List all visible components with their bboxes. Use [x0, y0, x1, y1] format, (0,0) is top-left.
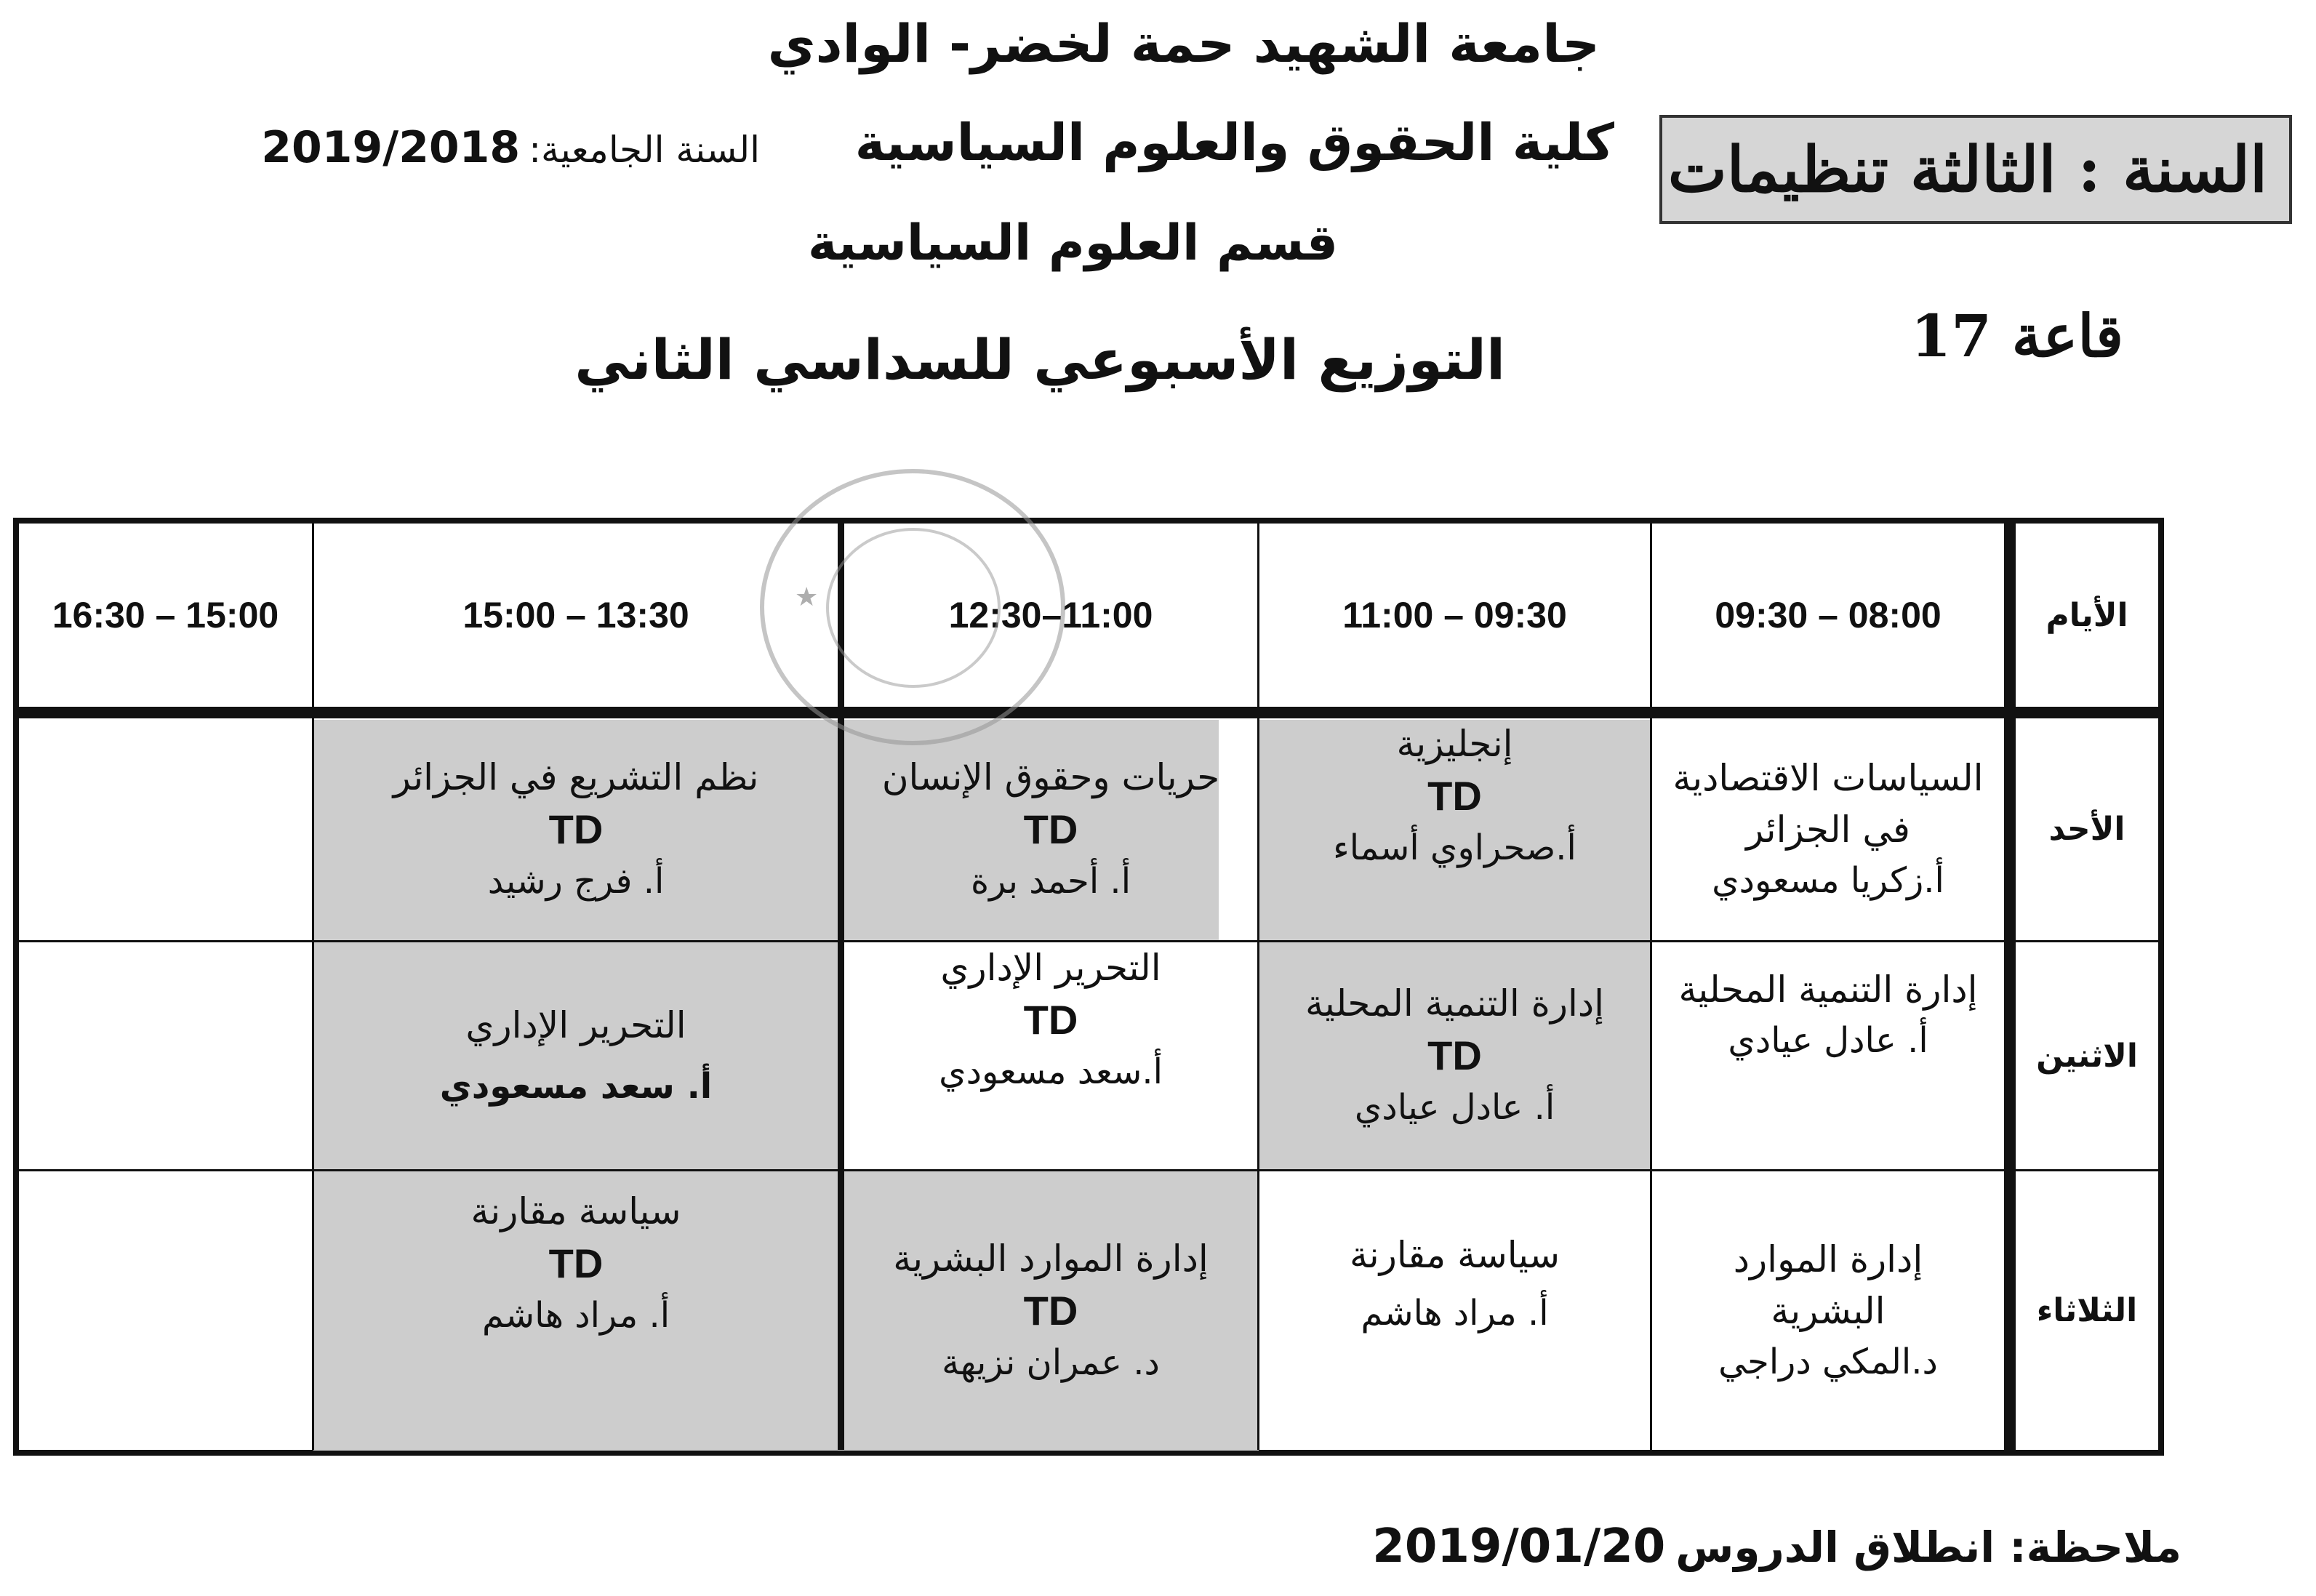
class-cell: [844, 942, 1257, 1169]
year-box: [1659, 115, 2292, 224]
note-date: 2019/01/20: [1372, 1520, 1666, 1573]
start-date-note: [1372, 1520, 2181, 1573]
professor-name: د.المكي دراجي: [1718, 1341, 1938, 1382]
subject-name: سياسة مقارنة: [1350, 1234, 1560, 1276]
class-cell: [314, 718, 838, 940]
subject-name: نظم التشريع في الجزائر: [393, 755, 759, 798]
schedule-table: [13, 518, 2164, 1456]
day-cell: [2016, 1171, 2158, 1450]
time-slot-1: [1652, 524, 2004, 707]
academic-year: [251, 122, 760, 173]
time-slot-2: [1259, 524, 1650, 707]
class-cell: [844, 1171, 1257, 1450]
professor-name: د. عمران نزيهة: [942, 1342, 1160, 1383]
note-label: ملاحظة: انطلاق الدروس: [1675, 1523, 2181, 1572]
time-slot-label: 16:30 – 15:00: [52, 595, 279, 635]
professor-name: أ. مراد هاشم: [1361, 1293, 1549, 1334]
faculty-name: كلية الحقوق والعلوم السياسية: [854, 113, 1614, 172]
empty-cell: [19, 1171, 312, 1450]
professor-name: أ. فرج رشيد: [487, 860, 665, 902]
class-cell: [1652, 718, 2004, 940]
class-cell: [1259, 1171, 1650, 1450]
td-label: TD: [1023, 1287, 1078, 1334]
professor-name: أ.سعد مسعودي: [939, 1051, 1163, 1092]
time-slot-label: 15:00 – 13:30: [462, 595, 689, 635]
class-cell: [844, 718, 1257, 940]
class-cell: [314, 942, 838, 1169]
subject-name: إدارة التنمية المحلية: [1678, 969, 1978, 1011]
class-cell: [1652, 1171, 2004, 1450]
time-slot-4: [314, 524, 838, 707]
official-stamp: [760, 469, 1065, 745]
td-label: TD: [1023, 997, 1078, 1043]
class-cell: [1652, 942, 2004, 1169]
subject-name: السياسات الاقتصادية في الجزائر: [1672, 756, 1984, 851]
stamp-inner-ring: [826, 528, 1001, 688]
header-divider: [19, 707, 2158, 718]
subject-name: إدارة التنمية المحلية: [1305, 982, 1605, 1025]
department-name: قسم العلوم السياسية: [807, 214, 1338, 272]
class-cell: [1259, 942, 1650, 1169]
subject-name: سياسة مقارنة: [470, 1190, 681, 1232]
time-slot-label: 12:30–11:00: [948, 595, 1153, 635]
professor-name: أ. عادل عيادي: [1728, 1020, 1928, 1061]
day-label: الأحد: [2048, 811, 2125, 848]
star-icon: ★: [795, 582, 819, 612]
empty-cell: [19, 942, 312, 1169]
day-col-divider: [2004, 524, 2016, 1450]
subject-name: التحرير الإداري: [940, 947, 1161, 989]
days-header: الأيام: [2045, 596, 2128, 634]
time-slot-label: 11:00 – 09:30: [1342, 595, 1567, 635]
academic-year-label: السنة الجامعية:: [529, 129, 760, 171]
day-cell: [2016, 942, 2158, 1169]
time-slot-label: 09:30 – 08:00: [1715, 595, 1942, 635]
subject-name: إدارة الموارد البشرية: [893, 1237, 1209, 1280]
td-label: TD: [548, 1240, 604, 1286]
td-label: TD: [548, 806, 604, 852]
subject-name: إنجليزية: [1396, 723, 1513, 765]
professor-name: أ. سعد مسعودي: [439, 1065, 713, 1107]
professor-name: أ. مراد هاشم: [481, 1294, 670, 1336]
schedule-title: التوزيع الأسبوعي للسداسي الثاني: [574, 327, 1505, 392]
university-name: جامعة الشهيد حمة لخضر- الوادي: [767, 13, 1600, 74]
class-cell: [1259, 718, 1650, 940]
day-cell: [2016, 718, 2158, 940]
td-label: TD: [1427, 1032, 1482, 1079]
empty-cell: [19, 718, 312, 940]
academic-year-value: 2019/2018: [261, 122, 521, 173]
professor-name: أ.زكريا مسعودي: [1712, 859, 1944, 901]
subject-name: التحرير الإداري: [465, 1003, 686, 1046]
days-header-cell: [2016, 524, 2158, 707]
subject-name: حريات وحقوق الإنسان: [881, 755, 1220, 798]
professor-name: أ. عادل عيادي: [1354, 1087, 1555, 1128]
td-label: TD: [1427, 773, 1482, 819]
subject-name: إدارة الموارد البشرية: [1733, 1238, 1923, 1332]
professor-name: أ.صحراوي أسماء: [1333, 827, 1576, 868]
day-label: الاثنين: [2036, 1037, 2138, 1075]
year-box-text: السنة : الثالثة تنظيمات: [1667, 132, 2267, 206]
day-label: الثلاثاء: [2036, 1292, 2138, 1329]
td-label: TD: [1023, 806, 1078, 852]
class-cell: [314, 1171, 838, 1450]
professor-name: أ. أحمد برة: [970, 860, 1131, 902]
hall-label: قاعة 17: [1910, 302, 2123, 370]
time-slot-5: [19, 524, 312, 707]
